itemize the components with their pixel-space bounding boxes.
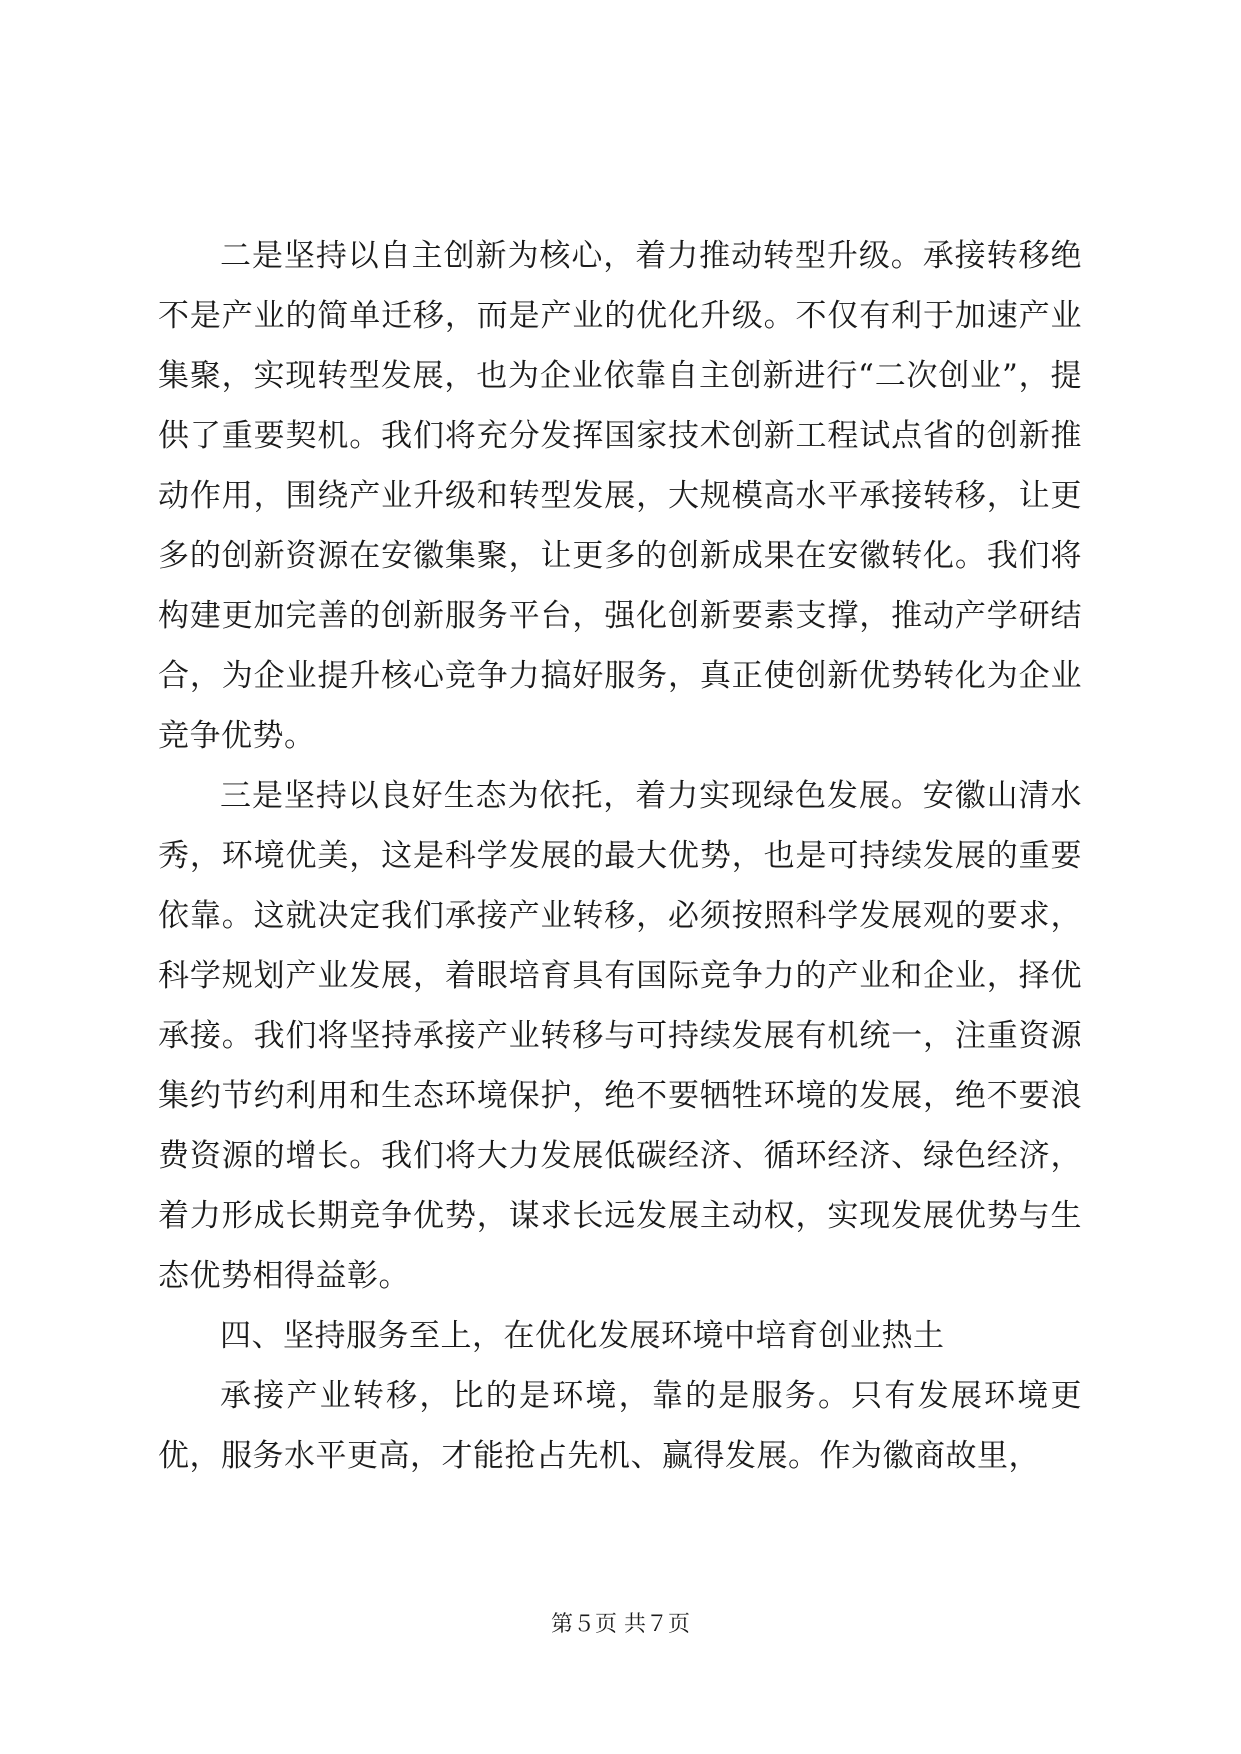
paragraph-environment: 承接产业转移，比的是环境，靠的是服务。只有发展环境更优，服务水平更高，才能抢占先机、赢得发展。作为徽商故里， (158, 1378, 1082, 1474)
section-heading-service: 四、坚持服务至上，在优化发展环境中培育创业热土 (220, 1318, 945, 1354)
paragraph-innovation: 二是坚持以自主创新为核心，着力推动转型升级。承接转移绝不是产业的简单迁移，而是产业的优化升级。不仅有利于加速产业集聚，实现转型发展，也为企业依靠自主创新进行“二次创业”，提供了重要契机。我们将充分发挥国家技术创新工程试点省的创新推动作用，围绕产业升级和转型发展，大规模高水平承接转移，让更多的创新资源在安徽集聚，让更多的创新成果在安徽转化。我们将构建更加完善的创新服务平台，强化创新要素支撑，推动产学研结合，为企业提升核心竞争力搞好服务，真正使创新优势转化为企业竞争优势。 (158, 238, 1082, 754)
paragraph-green-development: 三是坚持以良好生态为依托，着力实现绿色发展。安徽山清水秀，环境优美，这是科学发展的最大优势，也是可持续发展的重要依靠。这就决定我们承接产业转移，必须按照科学发展观的要求，科学规划产业发展，着眼培育具有国际竞争力的产业和企业，择优承接。我们将坚持承接产业转移与可持续发展有机统一，注重资源集约节约利用和生态环境保护，绝不要牺牲环境的发展，绝不要浪费资源的增长。我们将大力发展低碳经济、循环经济、绿色经济，着力形成长期竞争优势，谋求长远发展主动权，实现发展优势与生态优势相得益彰。 (158, 778, 1082, 1294)
page-footer: 第５页 共７页 (551, 1612, 690, 1637)
document-body (158, 226, 1082, 1486)
